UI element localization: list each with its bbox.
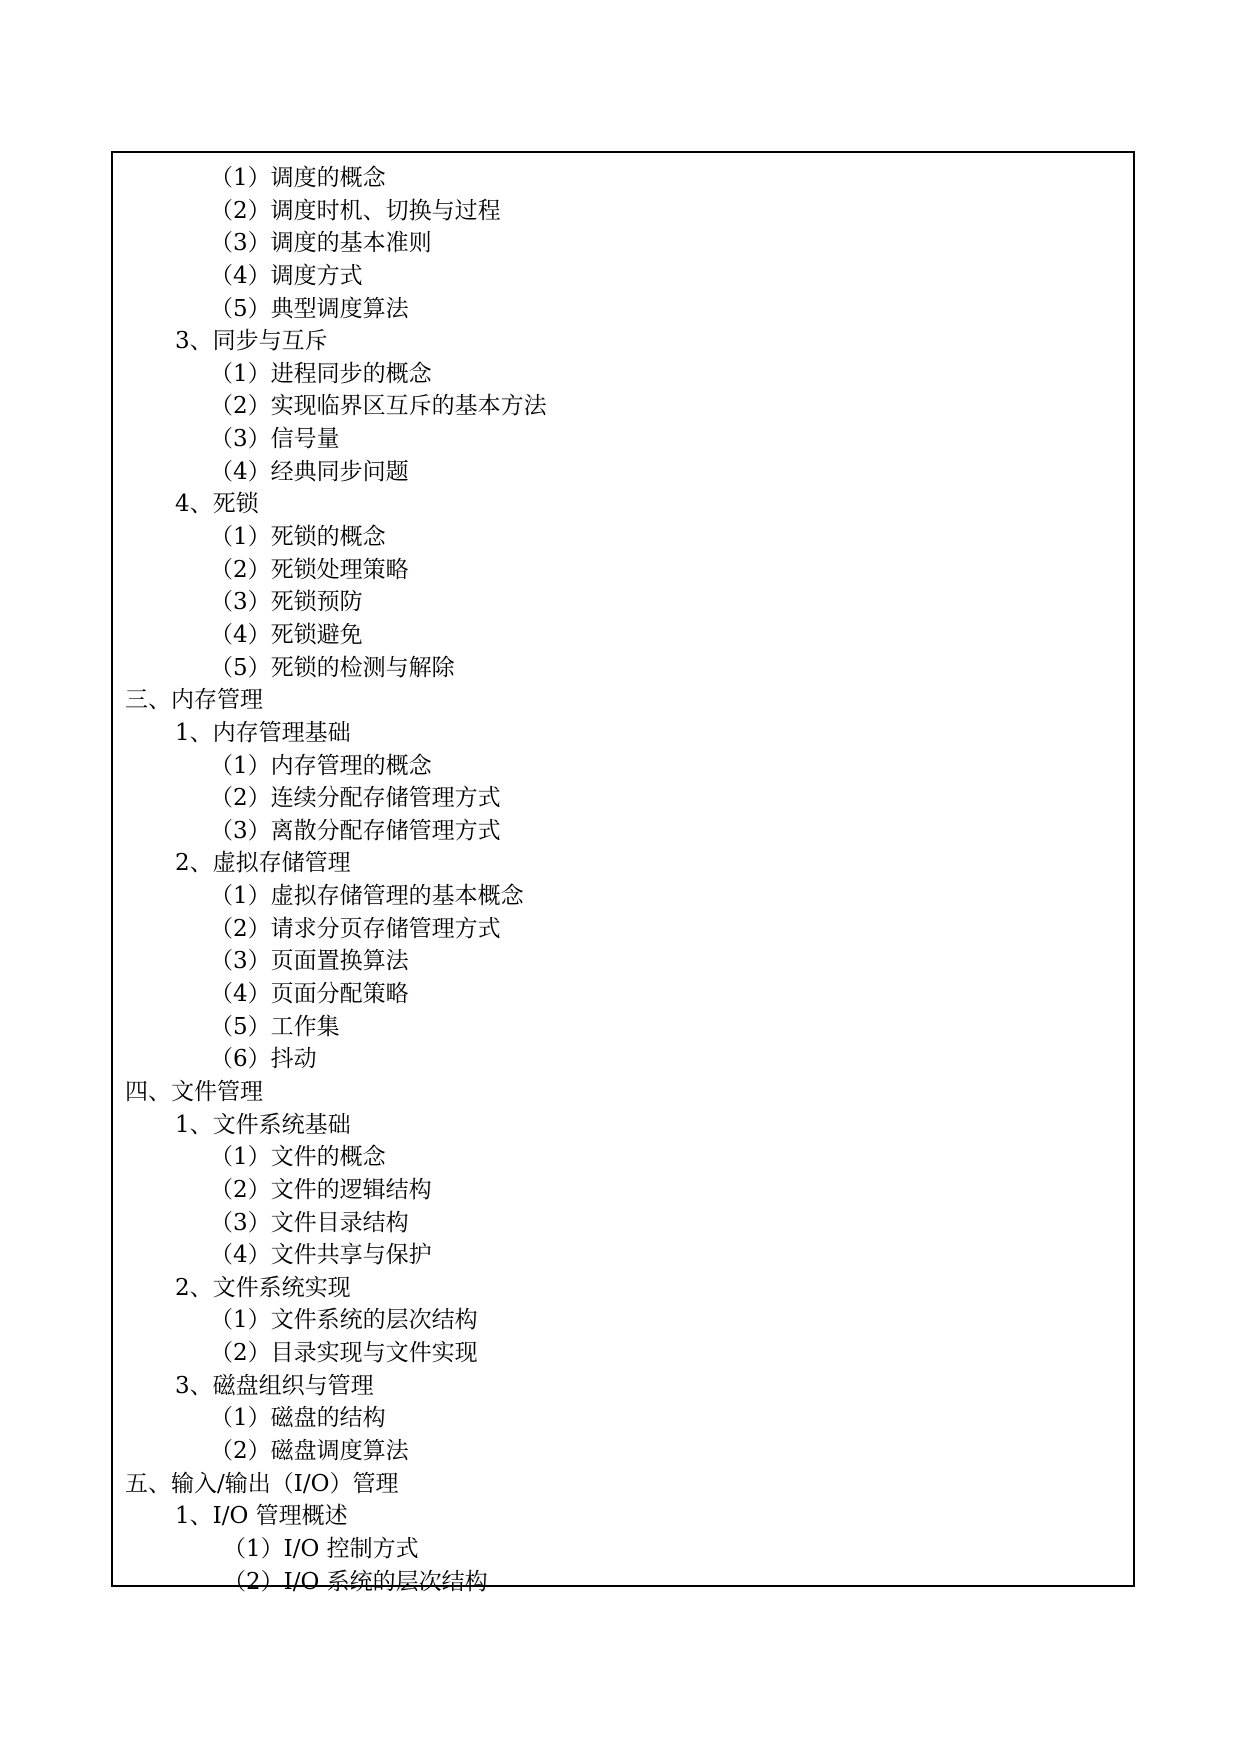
- outline-item: （1）I/O 控制方式: [223, 1535, 419, 1562]
- subsection-heading: 3、同步与互斥: [175, 328, 328, 355]
- outline-item: （2）实现临界区互斥的基本方法: [210, 393, 547, 420]
- outline-item: （4）调度方式: [210, 262, 363, 289]
- outline-item: （5）典型调度算法: [210, 295, 409, 322]
- outline-item: （2）文件的逻辑结构: [210, 1176, 432, 1203]
- outline-item: （1）死锁的概念: [210, 524, 386, 551]
- subsection-heading: 1、文件系统基础: [175, 1111, 351, 1138]
- outline-item: （3）离散分配存储管理方式: [210, 817, 501, 844]
- outline-item: （3）死锁预防: [210, 589, 363, 616]
- outline-item: （5）工作集: [210, 1013, 340, 1040]
- outline-item: （3）信号量: [210, 426, 340, 453]
- outline-item: （1）调度的概念: [210, 165, 386, 191]
- outline-item: （2）磁盘调度算法: [210, 1437, 409, 1464]
- outline-item: （1）虚拟存储管理的基本概念: [210, 883, 524, 910]
- outline-item: （6）抖动: [210, 1046, 317, 1073]
- syllabus-outline: [113, 162, 1133, 1598]
- outline-item: （3）文件目录结构: [210, 1209, 409, 1236]
- subsection-heading: 3、磁盘组织与管理: [175, 1372, 374, 1399]
- outline-item: （2）I/O 系统的层次结构: [223, 1568, 488, 1595]
- outline-item: （4）死锁避免: [210, 621, 363, 648]
- document-frame: [111, 151, 1135, 1595]
- section-heading: 五、输入/输出（I/O）管理: [125, 1470, 399, 1497]
- outline-item: （2）目录实现与文件实现: [210, 1340, 478, 1367]
- subsection-heading: 2、文件系统实现: [175, 1274, 351, 1301]
- outline-item: （1）文件的概念: [210, 1144, 386, 1171]
- section-heading: 四、文件管理: [125, 1078, 263, 1105]
- outline-item: （4）经典同步问题: [210, 458, 409, 485]
- outline-item: （1）进程同步的概念: [210, 360, 432, 387]
- outline-item: （2）连续分配存储管理方式: [210, 785, 501, 812]
- outline-item: （3）页面置换算法: [210, 948, 409, 975]
- outline-item: （1）文件系统的层次结构: [210, 1307, 478, 1334]
- outline-item: （3）调度的基本准则: [210, 230, 432, 257]
- subsection-heading: 4、死锁: [175, 491, 259, 518]
- outline-item: （4）文件共享与保护: [210, 1242, 432, 1269]
- outline-item: （2）请求分页存储管理方式: [210, 915, 501, 942]
- outline-item: （1）内存管理的概念: [210, 752, 432, 779]
- outline-item: （1）磁盘的结构: [210, 1405, 386, 1432]
- subsection-heading: 2、虚拟存储管理: [175, 850, 351, 877]
- subsection-heading: 1、I/O 管理概述: [175, 1503, 348, 1530]
- outline-item: （5）死锁的检测与解除: [210, 654, 455, 681]
- subsection-heading: 1、内存管理基础: [175, 719, 351, 746]
- outline-item: （2）死锁处理策略: [210, 556, 409, 583]
- outline-item: （2）调度时机、切换与过程: [210, 197, 501, 224]
- outline-item: （4）页面分配策略: [210, 981, 409, 1008]
- section-heading: 三、内存管理: [125, 687, 263, 714]
